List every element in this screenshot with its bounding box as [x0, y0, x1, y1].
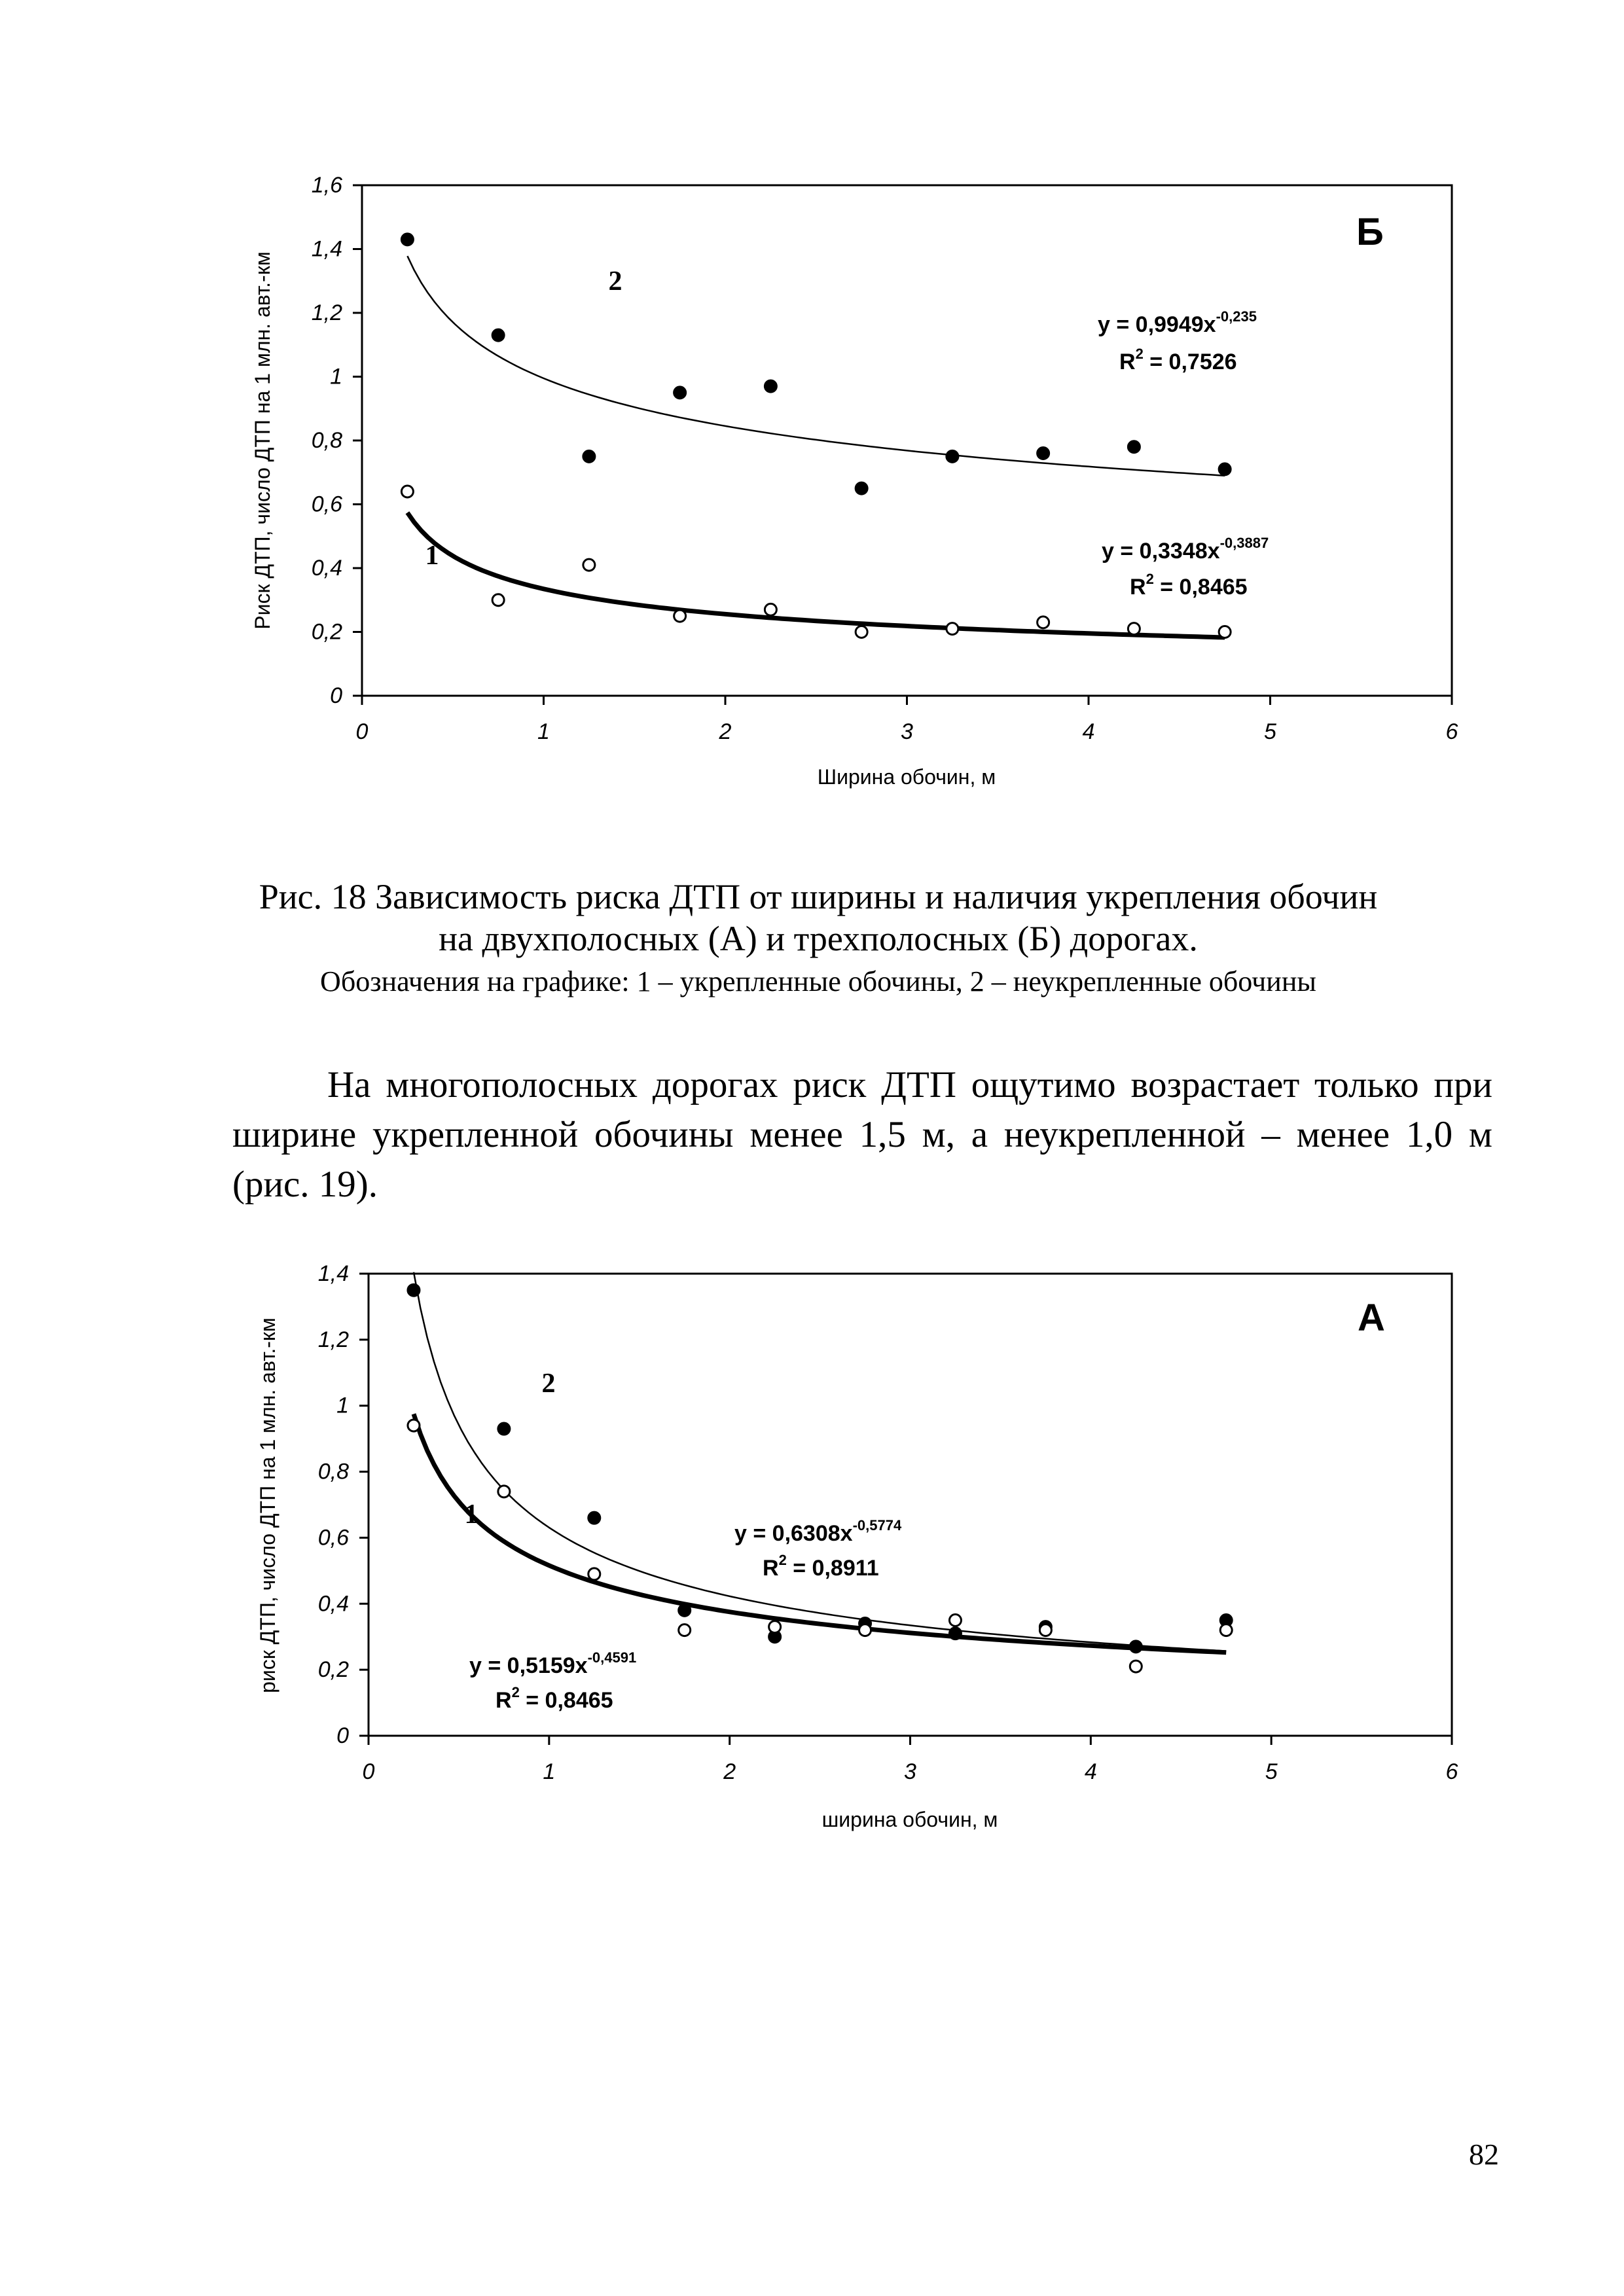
data-point-series-2: [674, 387, 686, 399]
data-point-series-2: [765, 380, 776, 392]
y-tick-label: 1,4: [317, 1261, 349, 1286]
data-point-series-1: [765, 603, 776, 615]
data-point-series-1: [1038, 617, 1049, 628]
data-point-series-2: [947, 450, 958, 462]
panel-letter: А: [1358, 1297, 1385, 1339]
data-point-series-2: [1130, 1641, 1142, 1653]
y-axis-title: Риск ДТП, число ДТП на 1 млн. авт.-км: [251, 251, 274, 630]
data-point-series-1: [674, 610, 686, 622]
data-point-series-2: [856, 482, 867, 494]
x-tick-label: 5: [1264, 719, 1276, 744]
curve-label-2: 2: [541, 1369, 556, 1399]
y-tick-label: 0,2: [317, 1657, 349, 1683]
data-point-series-2: [588, 1512, 600, 1524]
x-tick-label: 4: [1084, 1759, 1097, 1784]
curve-label-1: 1: [425, 541, 439, 571]
figure-caption-line1: Рис. 18 Зависимость риска ДТП от ширины и наличия укрепления обочин: [259, 877, 1378, 916]
y-axis-title: риск ДТП, число ДТП на 1 млн. авт.-км: [256, 1318, 280, 1693]
equation-upper: $y = 0,6308x^{-0,5774}$: [734, 1517, 902, 1546]
data-point-series-1: [588, 1568, 600, 1580]
data-point-series-1: [949, 1615, 961, 1626]
x-axis-title: Ширина обочин, м: [817, 765, 996, 789]
data-point-series-2: [408, 1284, 420, 1296]
curve-label-2: 2: [608, 266, 623, 296]
trend-line-series-1: [407, 512, 1225, 637]
data-point-series-1: [401, 486, 413, 497]
y-tick-label: 0,6: [311, 492, 342, 517]
y-tick-label: 0: [330, 683, 342, 708]
x-tick-label: 3: [901, 719, 913, 744]
plot-area: [362, 185, 1452, 696]
r-squared-lower: $R^2 = 0,8465$: [496, 1684, 613, 1713]
data-point-series-1: [856, 626, 867, 638]
r-squared-lower: $R^2 = 0,8465$: [1130, 571, 1248, 600]
data-point-series-1: [859, 1624, 871, 1636]
y-tick-label: 1,2: [317, 1327, 349, 1352]
y-tick-label: 0,4: [311, 556, 342, 581]
trend-line-series-2: [414, 1272, 1226, 1651]
y-tick-label: 1: [336, 1393, 349, 1418]
body-paragraph: [232, 1060, 1492, 1210]
x-tick-label: 2: [723, 1759, 736, 1784]
data-point-series-2: [492, 329, 504, 341]
x-tick-label: 0: [362, 1759, 375, 1784]
y-tick-label: 0,4: [317, 1591, 349, 1617]
x-axis: [363, 1736, 1458, 1784]
data-point-series-1: [1220, 1624, 1232, 1636]
x-tick-label: 0: [355, 719, 369, 744]
x-tick-label: 2: [719, 719, 732, 744]
data-point-series-2: [1038, 448, 1049, 459]
trend-lines: [414, 1272, 1226, 1653]
r-squared-upper: $R^2 = 0,7526$: [1119, 346, 1237, 374]
trend-line-series-2: [407, 256, 1225, 476]
curve-label-1: 1: [464, 1499, 478, 1530]
y-axis: [312, 173, 362, 708]
y-tick-label: 1: [330, 364, 342, 389]
data-point-series-1: [1128, 623, 1140, 635]
data-point-series-1: [1039, 1624, 1051, 1636]
y-tick-label: 0,8: [317, 1459, 349, 1484]
figure-caption-line2: на двухполосных (А) и трехполосных (Б) дорогах.: [439, 919, 1198, 958]
r-squared-upper: $R^2 = 0,8911$: [763, 1552, 879, 1581]
x-tick-label: 5: [1265, 1759, 1278, 1784]
x-tick-label: 6: [1445, 1759, 1458, 1784]
y-tick-label: 0: [336, 1723, 349, 1748]
data-point-series-2: [401, 234, 413, 245]
data-points: [401, 234, 1231, 638]
figure-legend-note: Обозначения на графике: 1 – укрепленные обочины, 2 – неукрепленные обочины: [320, 965, 1316, 997]
x-tick-label: 1: [537, 719, 550, 744]
panel-letter: Б: [1356, 211, 1384, 253]
equation-upper: $y = 0,9949x^{-0,235}$: [1098, 308, 1257, 337]
equation-lower: $y = 0,3348x^{-0,3887}$: [1102, 535, 1269, 564]
data-point-series-1: [679, 1624, 691, 1636]
data-point-series-1: [769, 1621, 781, 1633]
data-point-series-2: [1219, 463, 1231, 475]
data-point-series-1: [498, 1486, 510, 1498]
data-point-series-2: [583, 450, 595, 462]
chart-a: [0, 1244, 1624, 1865]
data-point-series-1: [1219, 626, 1231, 638]
paragraph-line3: (рис. 19).: [232, 1164, 378, 1205]
data-point-series-1: [492, 594, 504, 606]
y-tick-label: 1,4: [311, 236, 342, 262]
chart-b: [0, 0, 1624, 844]
data-points: [408, 1284, 1232, 1672]
x-axis: [356, 696, 1458, 744]
x-axis-title: ширина обочин, м: [821, 1808, 998, 1831]
y-tick-label: 1,2: [311, 300, 342, 325]
data-point-series-2: [949, 1628, 961, 1640]
x-tick-label: 1: [543, 1759, 556, 1784]
page-number: 82: [1469, 2138, 1499, 2171]
y-tick-label: 1,6: [311, 173, 342, 198]
data-point-series-2: [1128, 441, 1140, 453]
y-tick-label: 0,2: [311, 619, 342, 645]
data-point-series-1: [583, 559, 595, 571]
data-point-series-1: [947, 623, 958, 635]
equation-lower: $y = 0,5159x^{-0,4591}$: [469, 1649, 637, 1678]
x-tick-label: 6: [1445, 719, 1458, 744]
data-point-series-1: [408, 1420, 420, 1431]
x-tick-label: 3: [904, 1759, 916, 1784]
y-tick-label: 0,6: [317, 1525, 349, 1551]
data-point-series-1: [1130, 1660, 1142, 1672]
data-point-series-2: [498, 1423, 510, 1435]
paragraph-line2: ширине укрепленной обочины менее 1,5 м, а неукрепленной – менее 1,0 м: [232, 1114, 1492, 1155]
y-tick-label: 0,8: [311, 428, 342, 453]
paragraph-line1: На многополосных дорогах риск ДТП ощутимо возрастает только при: [327, 1064, 1492, 1105]
x-tick-label: 4: [1082, 719, 1095, 744]
data-point-series-2: [679, 1604, 691, 1616]
y-axis: [318, 1261, 369, 1748]
